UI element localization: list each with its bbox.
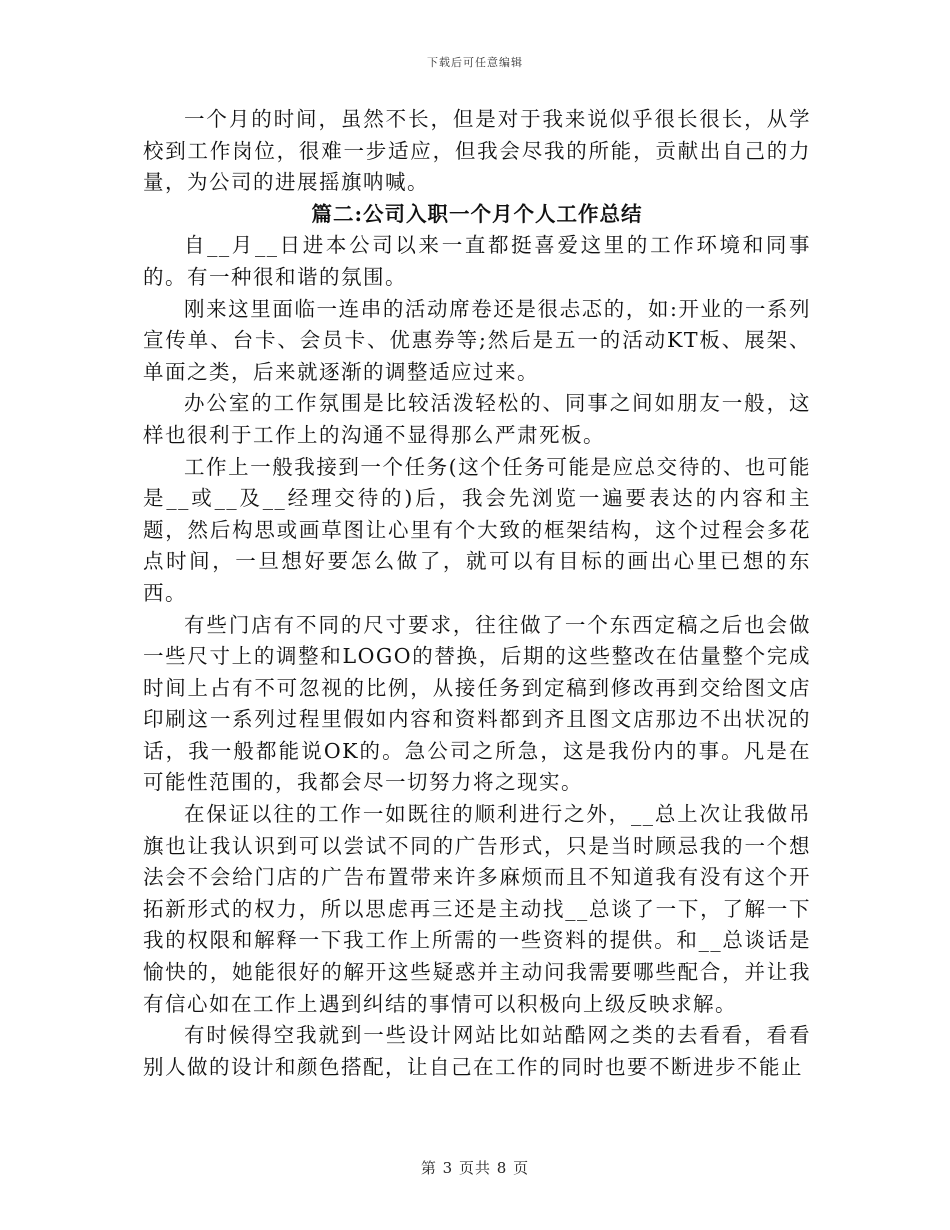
page-footer: 第 3 页共 8 页 [420,1159,530,1177]
paragraph-5: 有些门店有不同的尺寸要求，往往做了一个东西定稿之后也会做一些尺寸上的调整和LOGO的替换，后期的这些整改在估量整个完成时间上占有不可忽视的比例，从接任务到定稿到修改再到交给图文店印刷这一系列过程里假如内容和资料都到齐且图文店那边不出状况的话，我一般都能说OK的。急公司之所急，这是我份内的事。凡是在可能性范围的，我都会尽一切努力将之现实。 [143,612,811,795]
intro-paragraph: 一个月的时间，虽然不长，但是对于我来说似乎很长很长，从学校到工作岗位，很难一步适应，但我会尽我的所能，贡献出自己的力量，为公司的进展摇旗呐喊。 [143,107,811,195]
paragraph-2: 刚来这里面临一连串的活动席卷还是很忐忑的，如:开业的一系列宣传单、台卡、会员卡、优惠券等;然后是五一的活动KT板、展架、单面之类，后来就逐渐的调整适应过来。 [143,296,811,384]
paragraph-7: 有时候得空我就到一些设计网站比如站酷网之类的去看看，看看别人做的设计和颜色搭配，让自己在工作的同时也要不断进步不能止 [143,1023,811,1079]
section-title: 篇二:公司入职一个月个人工作总结 [311,201,643,226]
paragraph-6: 在保证以往的工作一如既往的顺利进行之外，__总上次让我做吊旗也让我认识到可以尝试不同的广告形式，只是当时顾忌我的一个想法会不会给门店的广告布置带来许多麻烦而且不知道我有没有这个开拓新形式的权力，所以思虑再三还是主动找__总谈了一下，了解一下我的权限和解释一下我工作上所需的一些资料的提供。和__总谈话是愉快的，她能很好的解开这些疑惑并主动问我需要哪些配合，并让我有信心如在工作上遇到纠结的事情可以积极向上级反映求解。 [143,802,811,1016]
page-header: 下载后可任意编辑 [427,56,523,69]
document-body [143,104,811,1083]
paragraph-4: 工作上一般我接到一个任务(这个任务可能是应总交待的、也可能是__或__及__经理交待的)后，我会先浏览一遍要表达的内容和主题，然后构思或画草图让心里有个大致的框架结构，这个过程会多花点时间，一旦想好要怎么做了，就可以有目标的画出心里已想的东西。 [143,454,811,605]
paragraph-3: 办公室的工作氛围是比较活泼轻松的、同事之间如朋友一般，这样也很利于工作上的沟通不显得那么严肃死板。 [143,391,811,447]
paragraph-1: 自__月__日进本公司以来一直都挺喜爱这里的工作环境和同事的。有一种很和谐的氛围。 [143,233,811,289]
